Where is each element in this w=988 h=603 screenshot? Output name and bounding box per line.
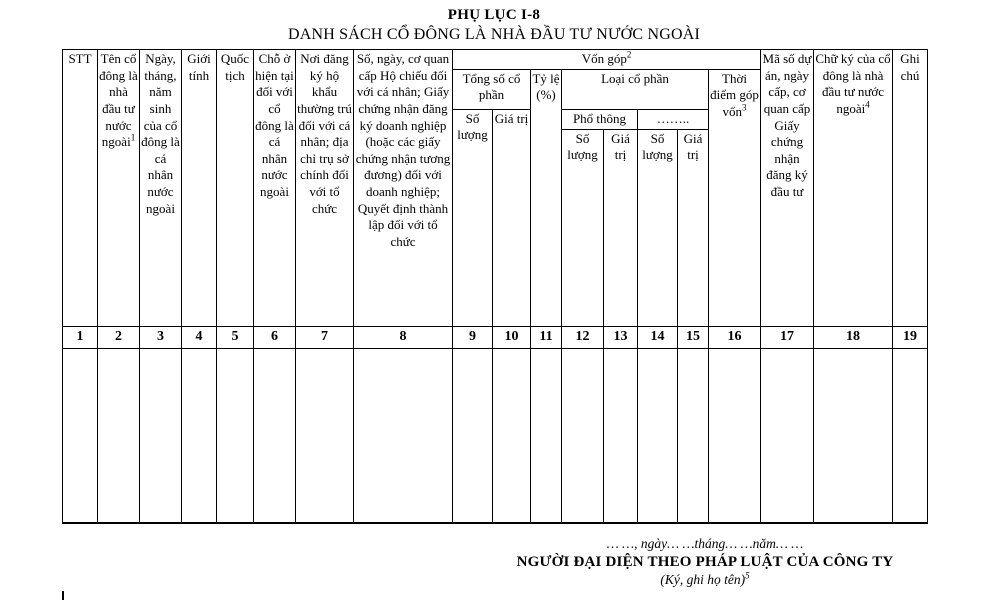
col-header-ratio-percent: Tỷ lệ (%) [531, 69, 562, 326]
col-header-shareholder-name [98, 50, 140, 327]
col-header-gender: Giới tính [182, 50, 217, 327]
column-number: 6 [254, 326, 296, 348]
column-number-row [63, 326, 928, 348]
body-cell [63, 348, 98, 523]
col-header-contribution-time [709, 69, 761, 326]
column-number: 10 [493, 326, 531, 348]
body-cell [182, 348, 217, 523]
col-header-registered-address: Nơi đăng ký hộ khẩu thường trú đối với cá nhân; địa chỉ trụ sở chính đối với tổ chức [296, 50, 354, 327]
body-cell [709, 348, 761, 523]
column-number: 7 [296, 326, 354, 348]
sign-hint [425, 572, 985, 588]
footnote-ref-4: 4 [865, 99, 870, 110]
col-header-id-documents: Số, ngày, cơ quan cấp Hộ chiếu đối với cá nhân; Giấy chứng nhận đăng ký doanh nghiệp (hoặc các giấy chứng nhận tương đương) đối với doanh nghiệp; Quyết định thành lập đối với tổ chức [354, 50, 453, 327]
body-cell [638, 348, 678, 523]
footnote-ref-1: 1 [130, 132, 136, 143]
col-header-birth-date: Ngày, tháng, năm sinh của cổ đông là cá nhân nước ngoài [140, 50, 182, 327]
body-cell [893, 348, 928, 523]
column-number: 18 [814, 326, 893, 348]
group-header-ordinary-shares: Phổ thông [562, 109, 638, 129]
col-header-other-quantity: Số lượng [638, 129, 678, 326]
col-header-investment-cert: Mã số dự án, ngày cấp, cơ quan cấp Giấy chứng nhận đăng ký đầu tư [761, 50, 814, 327]
body-cell [604, 348, 638, 523]
col-header-total-value: Giá trị [493, 109, 531, 326]
col-header-nationality: Quốc tịch [217, 50, 254, 327]
body-cell [296, 348, 354, 523]
group-header-share-types: Loại cổ phần [562, 69, 709, 109]
title-block [0, 7, 988, 44]
group-header-other-shares: …….. [638, 109, 709, 129]
body-cell [814, 348, 893, 523]
column-number: 5 [217, 326, 254, 348]
col-header-total-quantity: Số lượng [453, 109, 493, 326]
column-number: 14 [638, 326, 678, 348]
body-cell [531, 348, 562, 523]
col-header-notes: Ghi chú [893, 50, 928, 327]
col-header-signature [814, 50, 893, 327]
body-cell [140, 348, 182, 523]
column-number: 17 [761, 326, 814, 348]
column-number: 8 [354, 326, 453, 348]
column-number: 4 [182, 326, 217, 348]
group-header-capital-contribution [453, 50, 761, 70]
body-cell [761, 348, 814, 523]
document-title: DANH SÁCH CỔ ĐÔNG LÀ NHÀ ĐẦU TƯ NƯỚC NGOÀI [287, 26, 701, 43]
col-header-current-residence: Chỗ ở hiện tại đối với cổ đông là cá nhân nước ngoài [254, 50, 296, 327]
col-header-contribution-time-text: Thời điểm góp vốn [710, 70, 759, 119]
appendix-title: PHỤ LỤC I-8 [447, 7, 541, 23]
body-cell [493, 348, 531, 523]
footnote-ref-5: 5 [745, 570, 750, 581]
col-header-ordinary-value: Giá trị [604, 129, 638, 326]
col-header-other-value: Giá trị [678, 129, 709, 326]
footnote-ref-3: 3 [742, 102, 747, 113]
body-cell [453, 348, 493, 523]
column-number: 16 [709, 326, 761, 348]
column-number: 15 [678, 326, 709, 348]
column-number: 9 [453, 326, 493, 348]
foreign-shareholder-table [62, 49, 928, 524]
column-number: 3 [140, 326, 182, 348]
signature-block [425, 536, 985, 588]
body-cell [254, 348, 296, 523]
group-header-capital-contribution-text: Vốn góp [581, 51, 627, 66]
body-cell [217, 348, 254, 523]
column-number: 2 [98, 326, 140, 348]
column-number: 12 [562, 326, 604, 348]
body-cell [678, 348, 709, 523]
column-number: 1 [63, 326, 98, 348]
body-cell [98, 348, 140, 523]
col-header-ordinary-quantity: Số lượng [562, 129, 604, 326]
body-cell [354, 348, 453, 523]
column-number: 19 [893, 326, 928, 348]
empty-data-row [63, 348, 928, 523]
col-header-stt: STT [63, 50, 98, 327]
text-cursor [62, 591, 64, 600]
sign-hint-text: (Ký, ghi họ tên) [660, 572, 746, 587]
footnote-ref-2: 2 [626, 49, 632, 60]
legal-representative-line: NGƯỜI ĐẠI DIỆN THEO PHÁP LUẬT CỦA CÔNG TY [516, 554, 894, 570]
column-number: 13 [604, 326, 638, 348]
date-line: … …, ngày… …tháng… …năm… … [606, 536, 804, 551]
column-number: 11 [531, 326, 562, 348]
body-cell [562, 348, 604, 523]
col-header-shareholder-name-text: Tên cổ đông là nhà đầu tư nước ngoài [99, 51, 138, 150]
col-header-signature-text: Chữ ký của cổ đông là nhà đầu tư nước ngoài [815, 51, 891, 116]
group-header-total-shares: Tổng số cổ phần [453, 69, 531, 109]
